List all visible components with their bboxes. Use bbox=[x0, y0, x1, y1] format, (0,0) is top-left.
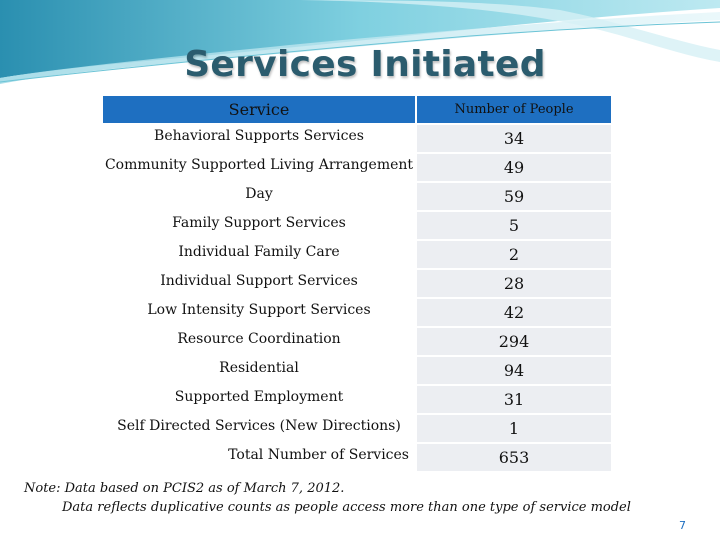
table-row bbox=[102, 298, 612, 327]
service-name-cell: Day bbox=[102, 182, 416, 211]
service-name-cell: Behavioral Supports Services bbox=[102, 124, 416, 153]
people-count-cell: 294 bbox=[416, 327, 612, 356]
table-header-row bbox=[102, 95, 612, 124]
service-name-cell: Resource Coordination bbox=[102, 327, 416, 356]
people-count-cell: 42 bbox=[416, 298, 612, 327]
service-name-cell: Community Supported Living Arrangement bbox=[102, 153, 416, 182]
header-number-of-people: Number of People bbox=[416, 95, 612, 124]
total-count-cell: 653 bbox=[416, 443, 612, 472]
people-count-cell: 28 bbox=[416, 269, 612, 298]
people-count-cell: 1 bbox=[416, 414, 612, 443]
people-count-cell: 94 bbox=[416, 356, 612, 385]
table-row bbox=[102, 153, 612, 182]
total-row bbox=[102, 443, 612, 472]
people-count-cell: 5 bbox=[416, 211, 612, 240]
people-count-cell: 49 bbox=[416, 153, 612, 182]
footnote bbox=[24, 479, 714, 517]
service-name-cell: Individual Support Services bbox=[102, 269, 416, 298]
people-count-cell: 2 bbox=[416, 240, 612, 269]
service-name-cell: Family Support Services bbox=[102, 211, 416, 240]
service-name-cell: Supported Employment bbox=[102, 385, 416, 414]
table-row bbox=[102, 211, 612, 240]
table-row bbox=[102, 182, 612, 211]
people-count-cell: 31 bbox=[416, 385, 612, 414]
table-row bbox=[102, 414, 612, 443]
service-name-cell: Individual Family Care bbox=[102, 240, 416, 269]
table-row bbox=[102, 269, 612, 298]
total-label-cell: Total Number of Services bbox=[102, 443, 416, 472]
table-row bbox=[102, 240, 612, 269]
people-count-cell: 59 bbox=[416, 182, 612, 211]
service-name-cell: Self Directed Services (New Directions) bbox=[102, 414, 416, 443]
table-row bbox=[102, 356, 612, 385]
footnote-line-1: Note: Data based on PCIS2 as of March 7, 2012. bbox=[24, 481, 345, 496]
service-name-cell: Low Intensity Support Services bbox=[102, 298, 416, 327]
page-title: Services Initiated bbox=[184, 44, 546, 85]
table-row bbox=[102, 385, 612, 414]
service-name-cell: Residential bbox=[102, 356, 416, 385]
table-row bbox=[102, 327, 612, 356]
page-number: 7 bbox=[679, 519, 686, 532]
people-count-cell: 34 bbox=[416, 124, 612, 153]
services-table bbox=[102, 95, 612, 472]
header-service: Service bbox=[102, 95, 416, 124]
table-row bbox=[102, 124, 612, 153]
footnote-line-2: Data reflects duplicative counts as people access more than one type of service model bbox=[62, 500, 631, 515]
